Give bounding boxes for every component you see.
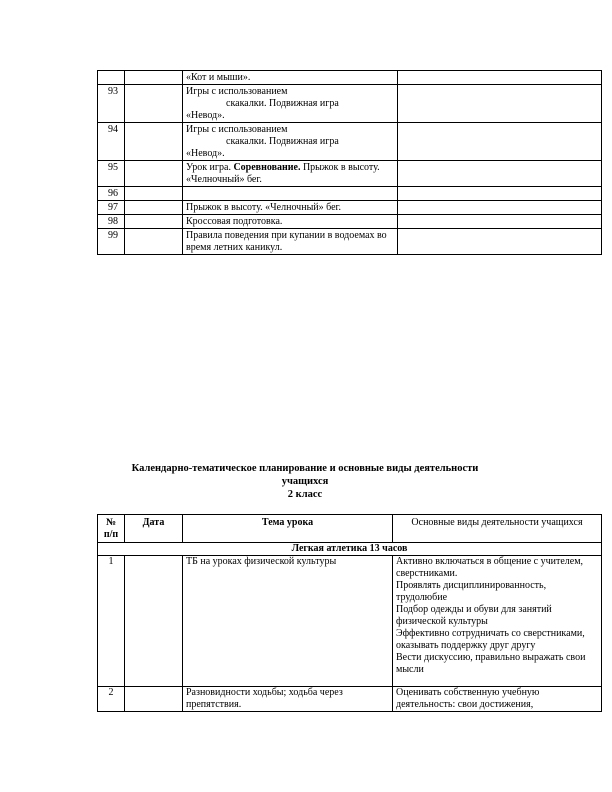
section-heading bbox=[60, 462, 550, 501]
activity-line: Вести дискуссию, правильно выражать свои мысли bbox=[396, 652, 586, 675]
table-row bbox=[98, 85, 602, 123]
row-topic bbox=[183, 71, 398, 85]
topic-text: «Кот и мыши». bbox=[186, 72, 251, 83]
row-activity bbox=[398, 187, 602, 201]
topic-text: «Невод». bbox=[186, 148, 225, 159]
row-topic bbox=[183, 215, 398, 229]
heading-subtitle: учащихся bbox=[281, 476, 329, 487]
topic-text: скакалки. Подвижная игра bbox=[226, 98, 339, 109]
table-row bbox=[98, 201, 602, 215]
activity-line: Оценивать собственную учебную деятельность: свои достижения, bbox=[396, 687, 540, 710]
activity-line: оказывать поддержку друг другу bbox=[396, 640, 536, 651]
row-topic bbox=[183, 229, 398, 255]
topic-bold-text: Соревнование. bbox=[233, 162, 301, 173]
row-topic bbox=[183, 161, 398, 187]
header-date: Дата bbox=[125, 515, 183, 543]
row-number: 2 bbox=[98, 687, 125, 712]
row-number: 99 bbox=[98, 229, 125, 255]
row-activity bbox=[398, 215, 602, 229]
row-number: 94 bbox=[98, 123, 125, 161]
table-row bbox=[98, 71, 602, 85]
header-topic: Тема урока bbox=[183, 515, 393, 543]
row-activity bbox=[398, 71, 602, 85]
row-activity bbox=[398, 85, 602, 123]
header-activity: Основные виды деятельности учащихся bbox=[393, 515, 602, 543]
row-activity bbox=[393, 687, 602, 712]
header-num: № п/п bbox=[98, 515, 125, 543]
row-number: 98 bbox=[98, 215, 125, 229]
row-date bbox=[125, 187, 183, 201]
table-row bbox=[98, 687, 602, 712]
row-topic bbox=[183, 123, 398, 161]
row-date bbox=[125, 201, 183, 215]
row-number: 1 bbox=[98, 556, 125, 687]
row-date bbox=[125, 215, 183, 229]
row-number: 97 bbox=[98, 201, 125, 215]
row-date bbox=[125, 229, 183, 255]
topic-text: Игры с использованием bbox=[186, 86, 288, 97]
row-activity bbox=[398, 161, 602, 187]
row-number: 93 bbox=[98, 85, 125, 123]
heading-title: Календарно-тематическое планирование и основные виды деятельности bbox=[131, 463, 479, 474]
table-row bbox=[98, 229, 602, 255]
table-row bbox=[98, 187, 602, 201]
table-row bbox=[98, 215, 602, 229]
section-row bbox=[98, 543, 602, 556]
row-date bbox=[125, 556, 183, 687]
row-topic bbox=[183, 201, 398, 215]
table-row bbox=[98, 123, 602, 161]
topic-text: Прыжок в высоту. «Челночный» бег. bbox=[186, 162, 380, 185]
table-header-row bbox=[98, 515, 602, 543]
row-date bbox=[125, 85, 183, 123]
row-activity bbox=[398, 229, 602, 255]
heading-grade: 2 класс bbox=[287, 489, 323, 500]
topic-text: скакалки. Подвижная игра bbox=[226, 136, 339, 147]
row-date bbox=[125, 161, 183, 187]
row-number: 95 bbox=[98, 161, 125, 187]
row-number bbox=[98, 71, 125, 85]
section-title: Легкая атлетика 13 часов bbox=[98, 543, 602, 556]
row-topic: Разновидности ходьбы; ходьба через препятствия. bbox=[183, 687, 393, 712]
row-activity bbox=[393, 556, 602, 687]
lesson-table-continued bbox=[97, 70, 602, 255]
activity-line: Проявлять дисциплинированность, трудолюбие bbox=[396, 580, 547, 603]
activity-line: Эффективно сотрудничать со сверстниками, bbox=[396, 628, 585, 639]
row-topic bbox=[183, 85, 398, 123]
row-number: 96 bbox=[98, 187, 125, 201]
activity-line: Активно включаться в общение с учителем, сверстниками. bbox=[396, 556, 584, 579]
table-row bbox=[98, 161, 602, 187]
row-activity bbox=[398, 201, 602, 215]
row-date bbox=[125, 71, 183, 85]
row-topic: ТБ на уроках физической культуры bbox=[183, 556, 393, 687]
topic-text: Прыжок в высоту. «Челночный» бег. bbox=[186, 202, 342, 213]
row-date bbox=[125, 123, 183, 161]
table-row bbox=[98, 556, 602, 687]
lesson-plan-table bbox=[97, 514, 602, 712]
row-activity bbox=[398, 123, 602, 161]
topic-text: Кроссовая подготовка. bbox=[186, 216, 283, 227]
row-date bbox=[125, 687, 183, 712]
activity-line: Подбор одежды и обуви для занятий физической культуры bbox=[396, 604, 552, 627]
row-topic bbox=[183, 187, 398, 201]
topic-text: Урок игра. bbox=[186, 162, 234, 173]
topic-text: Правила поведения при купании в водоемах во время летних каникул. bbox=[186, 230, 387, 253]
topic-text: Игры с использованием bbox=[186, 124, 288, 135]
topic-text: «Невод». bbox=[186, 110, 225, 121]
